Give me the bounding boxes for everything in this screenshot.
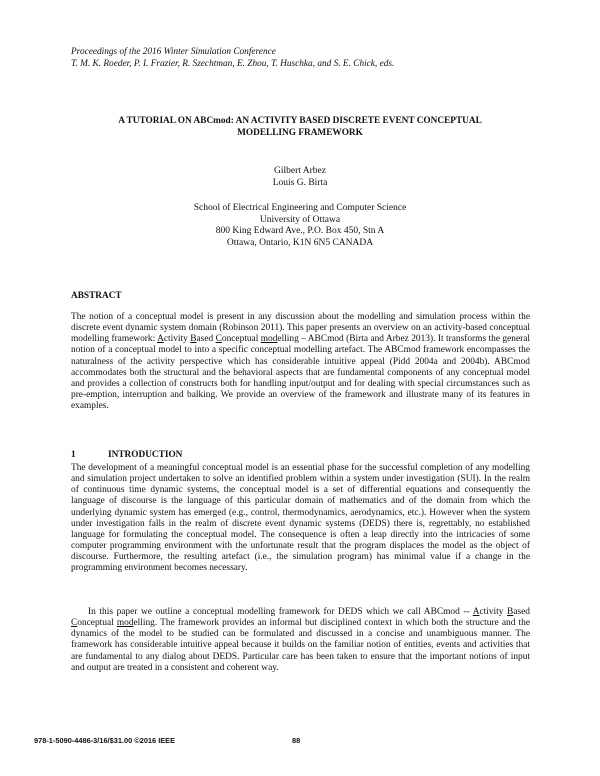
intro-text-part: onceptual	[77, 618, 117, 629]
intro-text-part: In this paper we outline a conceptual modelling framework for DEDS which we call ABCmod --	[88, 607, 473, 617]
affiliation-line: 800 King Edward Ave., P.O. Box 450, Stn A	[215, 226, 385, 236]
abstract-heading: ABSTRACT	[71, 291, 122, 301]
underlined-letter: mod	[260, 334, 278, 345]
abstract-text-part: ased	[196, 334, 216, 345]
authors	[0, 166, 600, 189]
underlined-letter: B	[507, 607, 514, 617]
page-number: 88	[292, 736, 301, 745]
underlined-letter: A	[472, 607, 480, 617]
title-line-1: A TUTORIAL ON ABCmod: AN ACTIVITY BASED DISCRETE EVENT CONCEPTUAL	[118, 116, 482, 126]
affiliation-line: University of Ottawa	[259, 214, 341, 225]
intro-text-part: ased	[513, 607, 530, 617]
section-heading-introduction	[71, 450, 182, 460]
affiliation	[0, 203, 600, 249]
underlined-letter: C	[215, 334, 222, 345]
abstract-text-part: onceptual	[221, 334, 261, 345]
section-title: INTRODUCTION	[108, 450, 183, 460]
affiliation-line: School of Electrical Engineering and Computer Science	[193, 203, 407, 213]
author-name: Louis G. Birta	[272, 177, 328, 188]
abstract-text	[71, 312, 530, 412]
underlined-letter: mod	[116, 618, 134, 629]
title-line-2: MODELLING FRAMEWORK	[237, 127, 363, 138]
affiliation-line: Ottawa, Ontario, K1N 6N5 CANADA	[226, 237, 374, 248]
underlined-letter: C	[71, 618, 78, 629]
intro-paragraph-1: The development of a meaningful conceptual model is an essential phase for the successful completion of any modelling and simulation project undertaken to solve an identified problem within a system under investigation (SUI). In the realm of continuous time dynamic systems, the conceptual model is a set of differential equations and consequently the language of discourse is the language of this particular domain of mathematics and of the domain from which the underlying dynamic system has emerged (e.g., control, thermodynamics, aerodynamics, etc.). However when the system under investigation falls in the realm of discrete event dynamic systems (DEDS) there is, regrettably, no established language for formulating the conceptual model. The consequence is often a leap directly into the intricacies of some computer programming environment with the unfortunate result that the program displaces the model as the object of discourse. Furthermore, the resulting artefact (i.e., the simulation program) has minimal value if a change in the programming environment becomes necessary.	[71, 463, 530, 574]
author-name: Gilbert Arbez	[274, 166, 326, 176]
underlined-letter: B	[190, 334, 197, 345]
abstract-text-part: elling – ABCmod (Birta and Arbez 2013). It transforms the general notion of a conceptual model to into a specific conceptual modelling artefact. The ABCmod framework encompasses the naturalness of the activity perspective which has considerable intuitive appeal (Pidd 2004a and 2004b). ABCmod accommodates both the structural and the behavioral aspects that are fundamental components of any conceptual model and provides a collection of constructs both for handling input/output and for dealing with special circumstances such as pre-emption, interruption and balking. We provide an overview of the framework and illustrate many of its features in examples.	[71, 334, 530, 412]
proceedings-line: Proceedings of the 2016 Winter Simulation Conference	[71, 47, 276, 57]
section-number: 1	[71, 450, 76, 460]
intro-text-part: ctivity	[479, 607, 508, 617]
intro-text-part: elling. The framework provides an informal but disciplined context in which both the structure and the dynamics of the model to be studied can be formulated and discussed in a concise and unambiguous manner. The framework has considerable intuitive appeal because it builds on the familiar notion of entities, events and activities that are fundamental to any dialog about DEDS. Particular care has been taken to ensure that the important notions of input and output are treated in a consistent and coherent way.	[71, 618, 530, 673]
underlined-letter: A	[157, 334, 164, 345]
conference-header	[71, 46, 551, 70]
editors-line: T. M. K. Roeder, P. I. Frazier, R. Szechtman, E. Zhou, T. Huschka, and S. E. Chick, eds.	[71, 59, 395, 69]
abstract-text-part: ctivity	[163, 334, 191, 345]
paper-title	[60, 116, 540, 139]
abstract-text-part: The notion of a conceptual model is present in any discussion about the modelling and simulation process within the discrete event dynamic system domain (Robinson 2011). This paper presents an overview on an activity-based conceptual modelling framework:	[71, 312, 530, 345]
footer-isbn: 978-1-5090-4486-3/16/$31.00 ©2016 IEEE	[34, 736, 176, 745]
intro-paragraph-2	[71, 607, 530, 674]
